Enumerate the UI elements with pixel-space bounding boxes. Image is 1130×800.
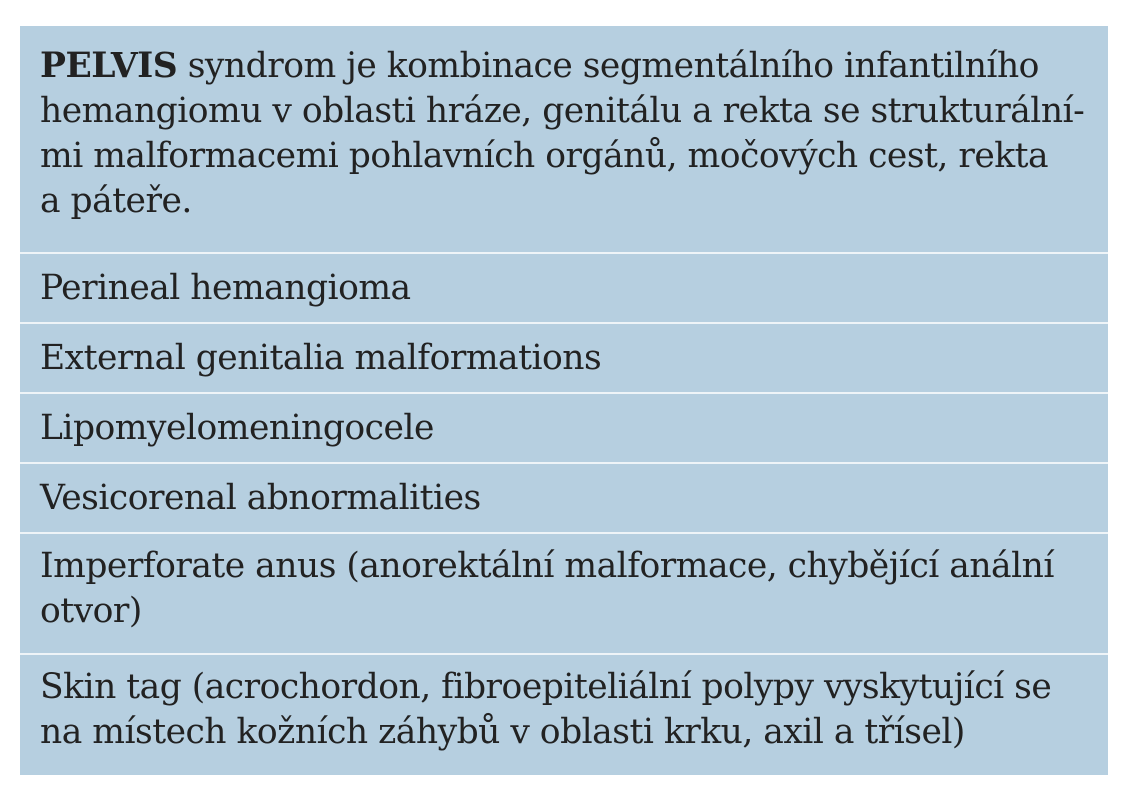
intro-line-1-text: syndrom je kombinace segmentálního infantilního bbox=[177, 46, 1039, 86]
pelvis-term: PELVIS bbox=[40, 46, 178, 86]
row-5-line-1: Imperforate anus (anorektální malformace, chybějící anální bbox=[40, 546, 1054, 586]
row-3-line-1: Lipomyelomeningocele bbox=[40, 408, 434, 448]
intro-line-1 bbox=[40, 44, 1094, 89]
table-row-lipomyelomeningocele bbox=[20, 392, 1108, 462]
row-6-line-1: Skin tag (acrochordon, fibroepiteliální polypy vyskytující se bbox=[40, 667, 1052, 707]
intro-line-2: hemangiomu v oblasti hráze, genitálu a rekta se strukturální- bbox=[40, 91, 1085, 131]
pelvis-syndrome-table bbox=[20, 26, 1108, 775]
row-5-line-2: otvor) bbox=[40, 591, 142, 631]
intro-line-3: mi malformacemi pohlavních orgánů, močových cest, rekta bbox=[40, 136, 1049, 176]
table-row-imperforate-anus bbox=[20, 532, 1108, 653]
table-row-vesicorenal-abnormalities bbox=[20, 462, 1108, 532]
row-1-line-1: Perineal hemangioma bbox=[40, 268, 411, 308]
row-4-line-1: Vesicorenal abnormalities bbox=[40, 478, 481, 518]
row-6-line-2: na místech kožních záhybů v oblasti krku, axil a třísel) bbox=[40, 712, 965, 752]
table-row-external-genitalia-malformations bbox=[20, 322, 1108, 392]
table-row-perineal-hemangioma bbox=[20, 252, 1108, 322]
intro-cell bbox=[20, 26, 1108, 252]
intro-line-4: a páteře. bbox=[40, 181, 192, 221]
row-2-line-1: External genitalia malformations bbox=[40, 338, 602, 378]
table-row-skin-tag bbox=[20, 653, 1108, 775]
